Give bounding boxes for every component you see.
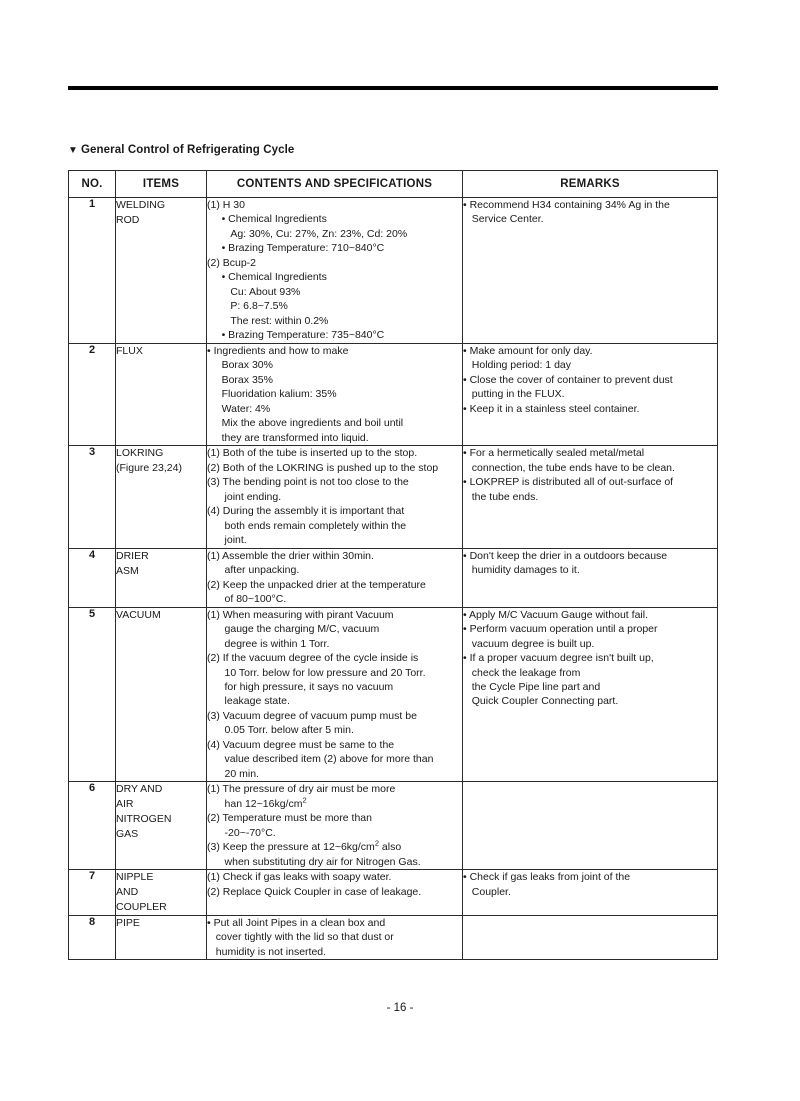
remarks-text-line: the tube ends. [463,490,539,503]
remarks-text-line: Coupler. [463,885,511,898]
table-row [69,446,718,548]
items-cell [116,446,207,548]
row-number-cell: 8 [69,916,116,960]
contents-cell [207,607,463,782]
contents-text-line: (1) Check if gas leaks with soapy water. [207,871,392,884]
contents-text-line: for high pressure, it says no vacuum [207,680,394,693]
contents-text-line: joint ending. [207,490,282,503]
contents-text-line: • Brazing Temperature: 710~840°C [207,242,385,255]
row-number-cell: 3 [69,446,116,548]
remarks-text-line: humidity damages to it. [463,564,580,577]
section-heading [68,144,294,156]
contents-text-line: Borax 30% [207,359,273,372]
items-text-line: AIR [116,798,134,811]
contents-text-line: P: 6.8~7.5% [207,300,288,313]
items-text [116,344,206,359]
contents-text-line: they are transformed into liquid. [207,431,369,444]
contents-text-line: (1) When measuring with pirant Vacuum [207,608,394,621]
items-cell [116,782,207,870]
remarks-text-line: • Don't keep the drier in a outdoors because [463,549,668,562]
contents-text-line: (4) During the assembly it is important that [207,505,405,518]
superscript: 2 [374,838,379,848]
superscript: 2 [302,795,307,805]
contents-text-line: (2) Keep the unpacked drier at the temperature [207,578,426,591]
table-row [69,782,718,870]
remarks-text-line: • LOKPREP is distributed all of out-surface of [463,476,674,489]
items-text-line: (Figure 23,24) [116,462,182,475]
contents-text-line: both ends remain completely within the [207,519,407,532]
contents-cell [207,870,463,916]
contents-text-line: humidity is not inserted. [207,945,327,958]
table-row [69,916,718,960]
contents-text-line: The rest: within 0.2% [207,314,329,327]
contents-text-line: (2) Replace Quick Coupler in case of leakage. [207,885,422,898]
row-number-cell: 2 [69,343,116,445]
remarks-text-line: • Apply M/C Vacuum Gauge without fail. [463,608,648,621]
contents-text-line: (2) If the vacuum degree of the cycle inside is [207,652,419,665]
section-heading-text: General Control of Refrigerating Cycle [81,144,295,156]
items-text-line: ASM [116,564,139,577]
contents-text-line: • Put all Joint Pipes in a clean box and [207,917,386,929]
row-number-cell: 4 [69,548,116,607]
remarks-text-line: • Recommend H34 containing 34% Ag in the [463,199,670,211]
items-text-line: VACUUM [116,608,161,621]
items-text [116,446,206,476]
contents-text-line: degree is within 1 Torr. [207,637,330,650]
items-text-line: DRIER [116,549,149,562]
remarks-text-line: • If a proper vacuum degree isn't built up, [463,652,654,665]
contents-text [207,344,462,445]
contents-text-line: leakage state. [207,695,290,708]
remarks-text [463,446,717,504]
items-text-line: PIPE [116,917,140,929]
items-text-line: NITROGEN [116,813,172,826]
contents-text-line: (1) H 30 [207,199,245,211]
contents-text-line: when substituting dry air for Nitrogen Gas. [207,855,421,868]
row-number-cell: 5 [69,607,116,782]
remarks-text [463,549,717,578]
contents-text-line: • Ingredients and how to make [207,344,349,357]
items-text-line: COUPLER [116,901,167,914]
column-header-contents: CONTENTS AND SPECIFICATIONS [207,171,463,198]
row-number-cell: 7 [69,870,116,916]
contents-text-line: (2) Bcup-2 [207,256,257,269]
items-text [116,916,206,931]
items-text [116,782,206,842]
column-header-remarks: REMARKS [463,171,718,198]
contents-cell [207,446,463,548]
remarks-text-line: • Close the cover of container to prevent dust [463,373,673,386]
contents-text-line: (1) The pressure of dry air must be more [207,783,396,796]
remarks-text-line: check the leakage from [463,666,581,679]
items-cell [116,343,207,445]
remarks-text-line: • Check if gas leaks from joint of the [463,871,631,884]
remarks-text-line: vacuum degree is built up. [463,637,595,650]
contents-text [207,608,462,782]
contents-text-line: 20 min. [207,767,259,780]
items-cell [116,870,207,916]
remarks-cell [463,607,718,782]
contents-text-line: (1) Both of the tube is inserted up to the stop. [207,447,418,460]
remarks-text [463,198,717,227]
remarks-text [463,608,717,709]
remarks-text-line: connection, the tube ends have to be clean. [463,461,675,474]
table-row [69,870,718,916]
remarks-cell [463,548,718,607]
remarks-text [463,344,717,416]
general-control-table [68,170,718,960]
items-text-line: GAS [116,828,139,841]
row-number-cell: 1 [69,198,116,344]
contents-text-line: Ag: 30%, Cu: 27%, Zn: 23%, Cd: 20% [207,227,408,240]
contents-text-line: (4) Vacuum degree must be same to the [207,738,395,751]
remarks-text-line: • Make amount for only day. [463,344,593,357]
items-text-line: FLUX [116,344,143,357]
contents-cell [207,198,463,344]
contents-text-line: Cu: About 93% [207,285,301,298]
table-header-row [69,171,718,198]
contents-text-line: of 80~100°C. [207,593,287,606]
contents-text-line: (3) Vacuum degree of vacuum pump must be [207,709,417,722]
contents-cell [207,916,463,960]
items-text [116,198,206,228]
column-header-items: ITEMS [116,171,207,198]
contents-text-line: (3) The bending point is not too close to the [207,476,409,489]
contents-text-line: (2) Both of the LOKRING is pushed up to the stop [207,461,439,474]
remarks-cell [463,782,718,870]
contents-cell [207,782,463,870]
remarks-text-line: • For a hermetically sealed metal/metal [463,447,645,460]
contents-text-line: Fluoridation kalium: 35% [207,388,337,401]
contents-text-line: value described item (2) above for more than [207,753,434,766]
contents-text-line: • Chemical Ingredients [207,213,327,226]
items-text-line: ROD [116,213,140,226]
table-row [69,198,718,344]
remarks-text-line: • Perform vacuum operation until a proper [463,623,658,636]
contents-text-line: • Chemical Ingredients [207,271,327,284]
items-cell [116,916,207,960]
remarks-text-line: Service Center. [463,213,544,226]
contents-text [207,870,462,899]
contents-text-line: joint. [207,534,247,547]
contents-text-line: (1) Assemble the drier within 30min. [207,549,374,562]
contents-cell [207,548,463,607]
contents-text-line: cover tightly with the lid so that dust or [207,931,394,944]
remarks-text-line: Quick Coupler Connecting part. [463,695,619,708]
remarks-text-line: putting in the FLUX. [463,388,565,401]
remarks-cell [463,870,718,916]
items-text-line: DRY AND [116,783,163,796]
remarks-cell [463,198,718,344]
contents-text-line: -20~-70°C. [207,826,276,839]
contents-text-line: Water: 4% [207,402,271,415]
contents-text [207,916,462,959]
items-cell [116,198,207,344]
remarks-cell [463,916,718,960]
items-text-line: WELDING [116,199,166,211]
contents-text-line: 0.05 Torr. below after 5 min. [207,724,354,737]
contents-text-line: (2) Temperature must be more than [207,812,372,825]
table-row [69,607,718,782]
contents-text-line: gauge the charging M/C, vacuum [207,623,380,636]
remarks-text-line: Holding period: 1 day [463,359,571,372]
remarks-cell [463,343,718,445]
contents-text-line: (3) Keep the pressure at $12\sim 6kg/cm^2$ also [207,838,402,854]
contents-text-line: after unpacking. [207,564,300,577]
table-header [69,171,718,198]
contents-text [207,549,462,607]
header-rule [68,86,718,90]
remarks-text-line: • Keep it in a stainless steel container. [463,402,640,415]
items-text-line: AND [116,886,139,899]
row-number-cell: 6 [69,782,116,870]
items-text [116,549,206,579]
items-cell [116,607,207,782]
contents-text [207,782,462,869]
table-body [69,198,718,960]
items-text-line: LOKRING [116,447,164,460]
contents-text [207,198,462,343]
items-text [116,608,206,623]
contents-text-line: • Brazing Temperature: 735~840°C [207,329,385,342]
page-number: - 16 - [386,1002,414,1014]
remarks-cell [463,446,718,548]
table-row [69,343,718,445]
contents-text [207,446,462,547]
contents-text-line: 10 Torr. below for low pressure and 20 Torr. [207,666,426,679]
contents-text-line: Borax 35% [207,373,273,386]
items-text [116,870,206,915]
contents-text-line: Mix the above ingredients and boil until [207,417,404,430]
contents-text-line: han $12\sim 16kg/cm^2$ [207,795,307,810]
remarks-text-line: the Cycle Pipe line part and [463,680,601,693]
column-header-no: NO. [69,171,116,198]
items-text-line: NIPPLE [116,871,154,884]
contents-cell [207,343,463,445]
triangle-marker-icon: ▼ [68,145,78,156]
table-row [69,548,718,607]
items-cell [116,548,207,607]
remarks-text [463,870,717,899]
